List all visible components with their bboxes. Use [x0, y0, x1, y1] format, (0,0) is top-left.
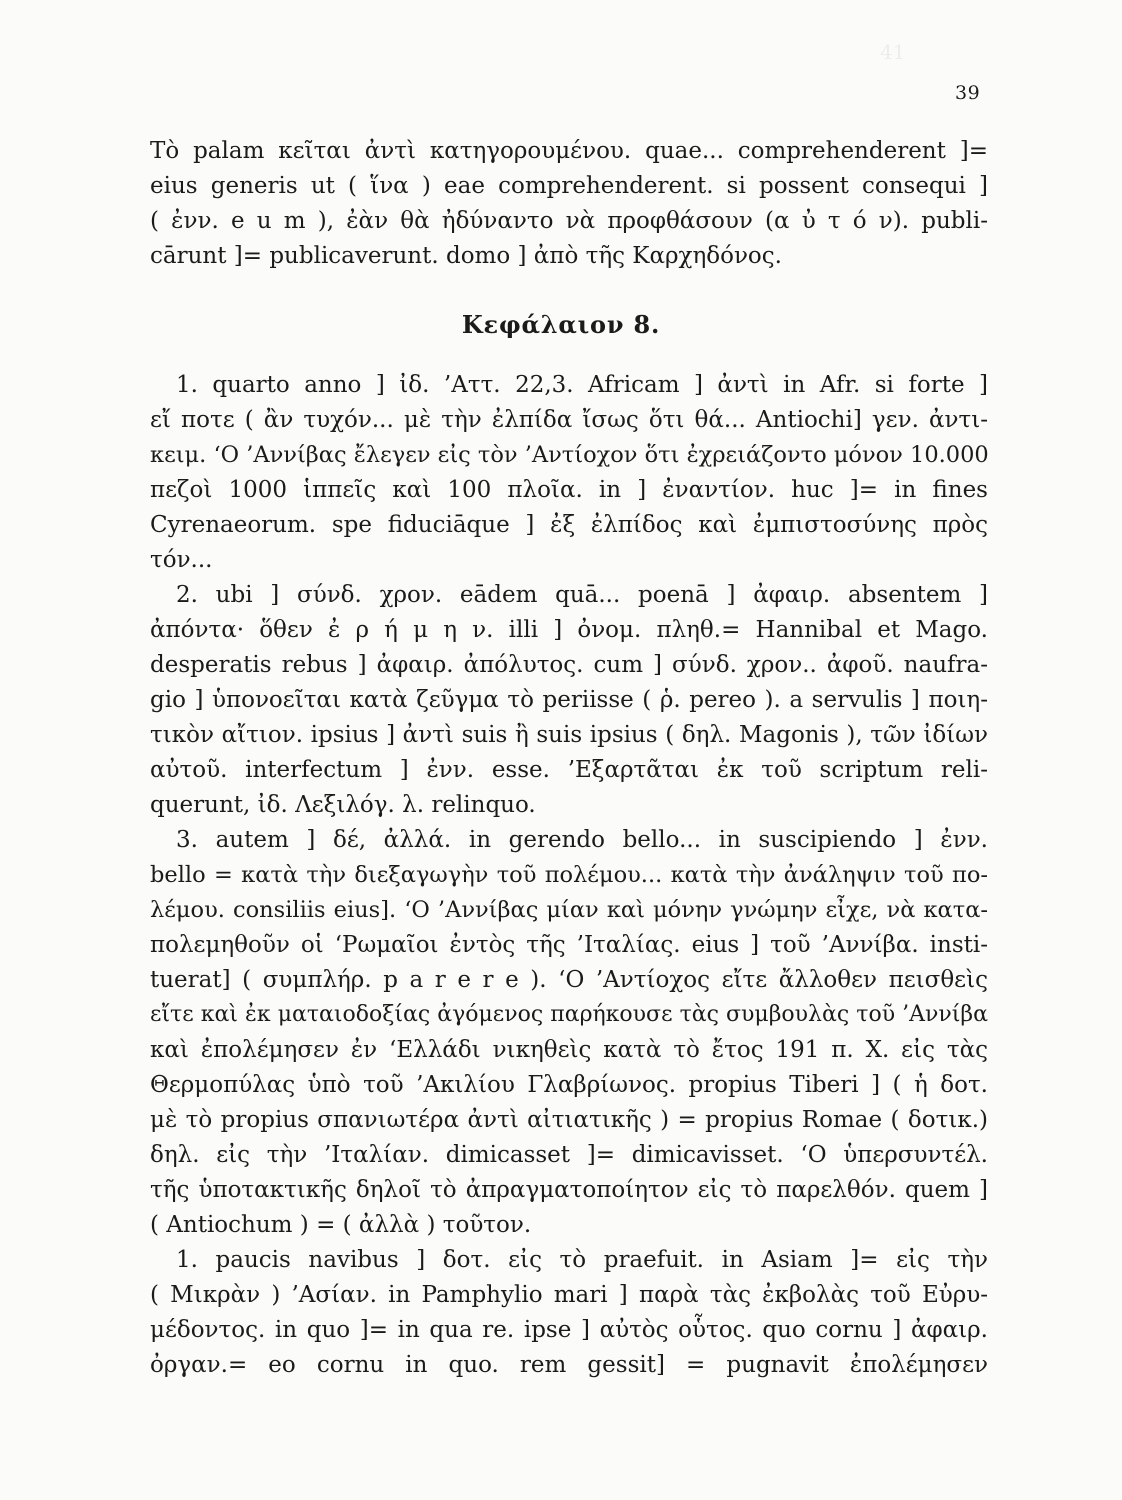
text-line: ἀπόντα· ὅθεν ἐ ρ ή μ η ν. illi ] ὀνομ. πληθ.= Hannibal et Mago. [150, 617, 988, 643]
text-line: δηλ. εἰς τὴν ’Ιταλίαν. dimicasset ]= dimicavisset. ‘Ο ὑπερσυντέλ. [150, 1142, 988, 1168]
text-line: τόν... [150, 547, 213, 573]
text-line: μὲ τὸ propius σπανιωτέρα ἀντὶ αἰτιατικῆς ) = propius Romae ( δοτικ.) [150, 1107, 988, 1133]
text-line: ὀργαν.= eo cornu in quo. rem gessit] = pugnavit ἐπολέμησεν [150, 1352, 988, 1378]
text-line: tuerat] ( συμπλήρ. p a r e r e ). ‘Ο ’Αντίοχος εἴτε ἄλλοθεν πεισθεὶς [150, 967, 988, 993]
text-line: 3. autem ] δέ, ἀλλά. in gerendo bello... in suscipiendo ] ἐνν. [176, 827, 988, 853]
text-line: αὐτοῦ. interfectum ] ἐνν. esse. ’Εξαρτᾶται ἐκ τοῦ scriptum reli- [150, 757, 988, 783]
text-line: querunt, ἰδ. Λεξιλόγ. λ. relinquo. [150, 792, 536, 818]
text-line: cārunt ]= publicaverunt. domo ] ἀπὸ τῆς Καρχηδόνος. [150, 243, 782, 269]
page-number: 39 [955, 82, 981, 104]
text-line: ( ἐνν. e u m ), ἐὰν θὰ ἠδύναντο νὰ προφθάσουν (α ὐ τ ό ν). publi- [150, 208, 988, 234]
text-line: 1. quarto anno ] ἰδ. ’Αττ. 22,3. Africam ] ἀντὶ in Afr. si forte ] [176, 372, 988, 398]
text-line: Θερμοπύλας ὑπὸ τοῦ ’Ακιλίου Γλαβρίωνος. propius Tiberi ] ( ἡ δοτ. [150, 1072, 988, 1098]
text-line: πολεμηθοῦν οἱ ‘Ρωμαῖοι ἐντὸς τῆς ’Ιταλίας. eius ] τοῦ ’Αννίβα. insti- [150, 932, 988, 958]
text-line: Τὸ palam κεῖται ἀντὶ κατηγορουμένου. quae... comprehenderent ]= [150, 138, 988, 164]
text-line: bello = κατὰ τὴν διεξαγωγὴν τοῦ πολέμου... κατὰ τὴν ἀνάληψιν τοῦ πο- [150, 862, 988, 888]
text-line: gio ] ὑπονοεῖται κατὰ ζεῦγμα τὸ periisse ( ῥ. pereo ). a servulis ] ποιη- [150, 687, 988, 713]
text-line: κειμ. ‘Ο ’Αννίβας ἔλεγεν εἰς τὸν ’Αντίοχον ὅτι ἐχρειάζοντο μόνον 10.000 [150, 442, 989, 468]
text-line: εἴ ποτε ( ἂν τυχόν... μὲ τὴν ἐλπίδα ἴσως ὅτι θά... Antiochi] γεν. ἀντι- [150, 407, 988, 433]
text-line: 1. paucis navibus ] δοτ. εἰς τὸ praefuit. in Asiam ]= εἰς τὴν [176, 1247, 988, 1273]
text-line: τικὸν αἴτιον. ipsius ] ἀντὶ suis ἢ suis ipsius ( δηλ. Magonis ), τῶν ἰδίων [150, 722, 988, 748]
text-line: μέδοντος. in quo ]= in qua re. ipse ] αὐτὸς οὗτος. quo cornu ] ἀφαιρ. [150, 1317, 988, 1343]
text-line: ( Antiochum ) = ( ἀλλὰ ) τοῦτον. [150, 1212, 532, 1238]
text-line: desperatis rebus ] ἀφαιρ. ἀπόλυτος. cum ] σύνδ. χρον.. ἀφοῦ. naufra- [150, 652, 988, 678]
text-line: εἴτε καὶ ἐκ ματαιοδοξίας ἀγόμενος παρήκουσε τὰς συμβουλὰς τοῦ ’Αννίβα [150, 1002, 988, 1027]
text-line: 2. ubi ] σύνδ. χρον. eādem quā... poenā ] ἀφαιρ. absentem ] [176, 582, 988, 608]
text-line: λέμου. consiliis eius]. ‘Ο ’Αννίβας μίαν καὶ μόνην γνώμην εἶχε, νὰ κατα- [150, 897, 988, 923]
text-line: καὶ ἐπολέμησεν ἐν ‘Ελλάδι νικηθεὶς κατὰ τὸ ἔτος 191 π. Χ. εἰς τὰς [150, 1037, 988, 1063]
text-line: τῆς ὑποτακτικῆς δηλοῖ τὸ ἀπραγματοποίητον εἰς τὸ παρελθόν. quem ] [150, 1177, 988, 1203]
text-line: Cyrenaeorum. spe fiduciāque ] ἐξ ἐλπίδος καὶ ἐμπιστοσύνης πρὸς [150, 512, 988, 538]
bleed-through-mark: 41 [880, 40, 906, 64]
text-line: πεζοὶ 1000 ἱππεῖς καὶ 100 πλοῖα. in ] ἐναντίον. huc ]= in fines [150, 477, 988, 503]
chapter-heading: Κεφάλαιον 8. [461, 310, 661, 339]
text-line: eius generis ut ( ἵνα ) eae comprehenderent. si possent consequi ] [150, 173, 988, 199]
text-line: ( Μικρὰν ) ’Ασίαν. in Pamphylio mari ] παρὰ τὰς ἐκβολὰς τοῦ Εὐρυ- [150, 1282, 988, 1308]
